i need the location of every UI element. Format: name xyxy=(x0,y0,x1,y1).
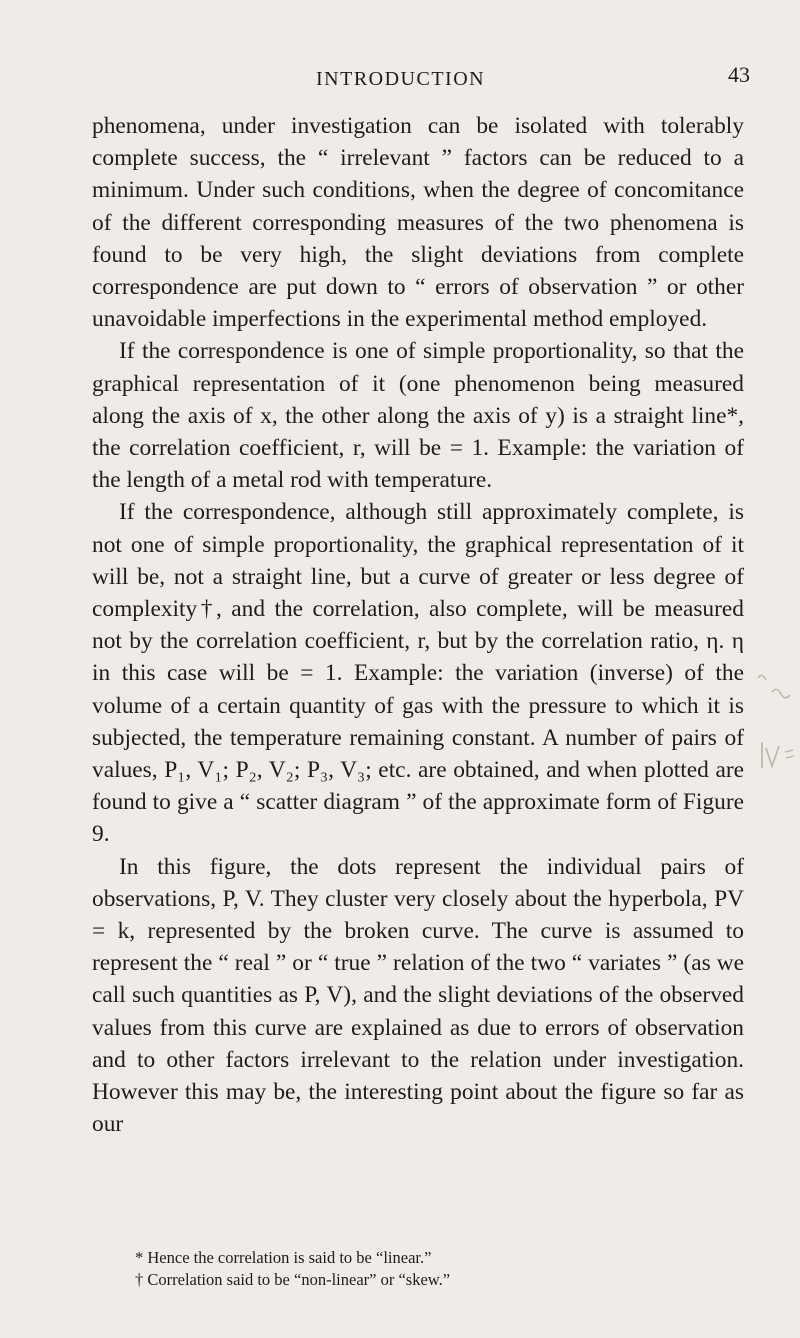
pencil-annotation-mark xyxy=(752,670,800,780)
paragraph-3: If the correspondence, although still approximately complete, is not one of simple proportionality, the graphical representation of it will be, not a straight line, but a curve of greater or less degree of complexity†, and the correlation, also complete, will be measured not by the correlation coefficient, r, but by the correlation ratio, η. η in this case will be = 1. Example: the variation (inverse) of the volume of a certain quantity of gas with the pressure to which it is subjected, the temperature remaining constant. A number of pairs of values, P₁, V₁; P₂, V₂; P₃, V₃; etc. are obtained, and when plotted are found to give a “ scatter diagram ” of the approximate form of Figure 9. xyxy=(92,499,744,848)
running-head: INTRODUCTION xyxy=(316,68,486,90)
paragraph-1: phenomena, under investigation can be isolated with tolerably complete success, the “ irrelevant ” factors can be reduced to a minimum. Under such conditions, when the degree of concomitance of the different corresponding measures of the two phenomena is found to be very high, the slight deviations from complete correspondence are put down to “ errors of observation ” or other unavoidable imperfections in the experimental method employed. xyxy=(92,113,744,333)
body-text xyxy=(92,110,744,1141)
page-number: 43 xyxy=(728,62,750,87)
paragraph-4: In this figure, the dots represent the individual pairs of observations, P, V. They cluster very closely about the hyperbola, PV = k, represented by the broken curve. The curve is assumed to represent the “ real ” or “ true ” relation of the two “ variates ” (as we call such quantities as P, V), and the slight deviations of the observed values from this curve are explained as due to errors of observation and to other factors irrelevant to the relation under investigation. However this may be, the interesting point about the figure so far as our xyxy=(92,853,744,1138)
footnote-2: † Correlation said to be “non-linear” or “skew.” xyxy=(135,1270,451,1289)
page-header xyxy=(0,62,800,102)
footnote-1: * Hence the correlation is said to be “linear.” xyxy=(135,1248,432,1267)
footnotes xyxy=(120,1247,740,1291)
paragraph-2: If the correspondence is one of simple proportionality, so that the graphical representation of it (one phenomenon being measured along the axis of x, the other along the axis of y) is a straight line*, the correlation coefficient, r, will be = 1. Example: the variation of the length of a metal rod with temperature. xyxy=(92,338,744,494)
